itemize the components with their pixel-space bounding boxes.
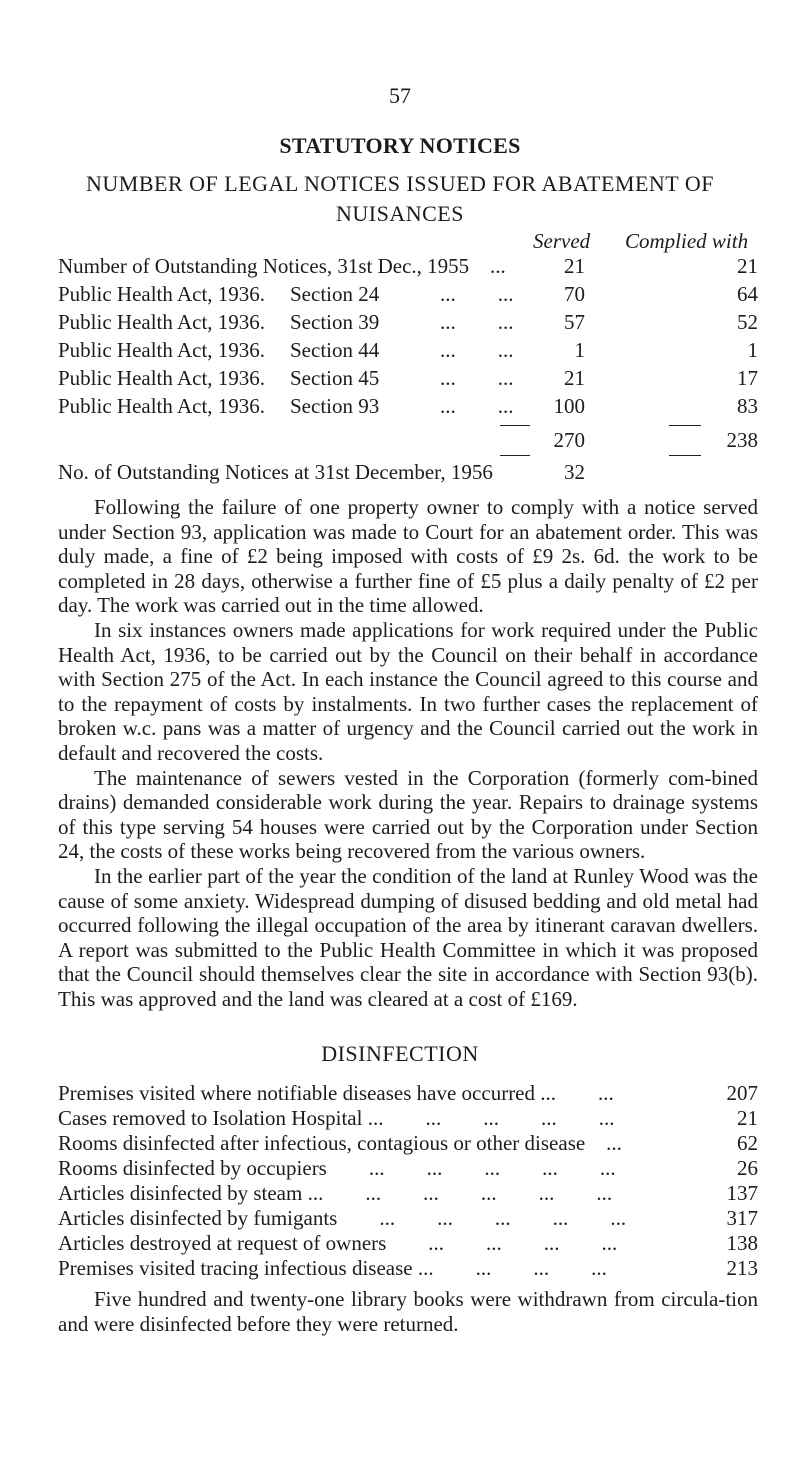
table-row [58, 338, 758, 366]
outstanding-row [58, 460, 758, 488]
page-title: STATUTORY NOTICES [279, 133, 521, 158]
item-label: Cases removed to Isolation Hospital ... ... ... ... ... [58, 1106, 615, 1130]
item-label: Articles disinfected by steam ... ... ... ... ... ... [58, 1181, 613, 1205]
totals-row [58, 428, 758, 456]
served-value: 1 [574, 338, 585, 362]
row-label: Public Health Act, 1936. [58, 338, 266, 362]
paragraph: Five hundred and twenty-one library books were withdrawn from circula-tion and were disinfected before they were returned. [58, 1287, 758, 1336]
body-text [58, 495, 758, 1011]
complied-value: 64 [737, 282, 758, 306]
list-item [58, 1156, 758, 1182]
row-section: Section 39 [290, 310, 380, 334]
list-item [58, 1106, 758, 1132]
served-value: 100 [553, 394, 585, 418]
column-header-served: Served [533, 229, 591, 253]
paragraph: In the earlier part of the year the condition of the land at Runley Wood was the cause of some anxiety. Widespread dumping of disused bedding and old metal had occurred following the illegal occupation of the area by itinerant caravan dwellers. A report was submitted to the Public Health Committee in which it was proposed that the Council should themselves clear the site in accordance with Section 93(b). This was approved and the land was cleared at a cost of £169. [58, 863, 758, 1011]
item-label: Premises visited tracing infectious disease ... ... ... ... [58, 1256, 607, 1280]
row-label: Public Health Act, 1936. [58, 310, 266, 334]
list-item [58, 1131, 758, 1157]
complied-value: 83 [737, 394, 758, 418]
row-label: Public Health Act, 1936. [58, 394, 266, 418]
row-dots: ... ... [440, 310, 514, 334]
item-value: 207 [726, 1081, 758, 1105]
disinfection-heading: DISINFECTION [321, 1041, 479, 1066]
item-value: 26 [737, 1156, 758, 1180]
row-dots: ... ... [440, 338, 514, 362]
list-item [58, 1081, 758, 1107]
row-label: Public Health Act, 1936. [58, 282, 266, 306]
total-rule-bottom-complied [669, 455, 701, 456]
served-value: 21 [564, 366, 585, 390]
row-label: Number of Outstanding Notices, 31st Dec., 1955 [58, 254, 470, 278]
item-label: Premises visited where notifiable diseases have occurred ... ... [58, 1081, 614, 1105]
complied-value: 1 [747, 338, 758, 362]
closing-text [58, 1287, 758, 1336]
column-header-complied: Complied with [625, 229, 749, 253]
item-label: Articles destroyed at request of owners ... ... ... ... [58, 1231, 618, 1255]
list-item [58, 1206, 758, 1232]
complied-value: 21 [737, 254, 758, 278]
row-dots: ... [490, 254, 506, 278]
total-rule-bottom-served [500, 455, 530, 456]
item-label: Rooms disinfected after infectious, contagious or other disease ... [58, 1131, 622, 1155]
section-heading-line2: NUISANCES [336, 201, 464, 226]
paragraph: The maintenance of sewers vested in the Corporation (formerly com-bined drains) demanded considerable work during the year. Repairs to drainage systems of this type serving 54 houses were carried out by the Corporation under Section 24, the costs of these works being recovered from the various owners. [58, 765, 758, 864]
paragraph: Following the failure of one property owner to comply with a notice served under Section 93, application was made to Court for an abatement order. This was duly made, a fine of £2 being imposed with costs of £9 2s. 6d. the work to be completed in 28 days, otherwise a further fine of £5 plus a daily penalty of £2 per day. The work was carried out in the time allowed. [58, 495, 758, 618]
page-number: 57 [389, 83, 411, 108]
total-rule-top-complied [669, 425, 701, 426]
served-value: 21 [564, 254, 585, 278]
row-section: Section 93 [290, 394, 380, 418]
served-value: 70 [564, 282, 585, 306]
table-row [58, 282, 758, 310]
item-value: 138 [726, 1231, 758, 1255]
item-value: 317 [726, 1206, 758, 1230]
list-item [58, 1256, 758, 1282]
row-dots: ... ... [440, 394, 514, 418]
item-label: Rooms disinfected by occupiers ... ... ... ... ... [58, 1156, 616, 1180]
section-heading-line1: NUMBER OF LEGAL NOTICES ISSUED FOR ABATEMENT OF [86, 171, 714, 196]
complied-value: 52 [737, 310, 758, 334]
list-item [58, 1181, 758, 1207]
item-value: 21 [737, 1106, 758, 1130]
list-item [58, 1231, 758, 1257]
outstanding-label: No. of Outstanding Notices at 31st December, 1956 [58, 460, 493, 484]
table-row [58, 394, 758, 422]
row-dots: ... ... [440, 366, 514, 390]
table-row [58, 366, 758, 394]
item-value: 213 [726, 1256, 758, 1280]
row-section: Section 45 [290, 366, 380, 390]
total-complied: 238 [726, 428, 758, 452]
outstanding-value: 32 [564, 460, 585, 484]
item-value: 62 [737, 1131, 758, 1155]
item-value: 137 [726, 1181, 758, 1205]
total-rule-top-served [500, 425, 530, 426]
row-dots: ... ... [440, 282, 514, 306]
served-value: 57 [564, 310, 585, 334]
table-row [58, 310, 758, 338]
item-label: Articles disinfected by fumigants ... ... ... ... ... [58, 1206, 627, 1230]
table-row [58, 254, 758, 282]
total-served: 270 [553, 428, 585, 452]
row-section: Section 24 [290, 282, 380, 306]
complied-value: 17 [737, 366, 758, 390]
row-label: Public Health Act, 1936. [58, 366, 266, 390]
paragraph: In six instances owners made applications for work required under the Public Health Act, 1936, to be carried out by the Council on their behalf in accordance with Section 275 of the Act. In each instance the Council agreed to this course and to the repayment of costs by instalments. In two further cases the replacement of broken w.c. pans was a matter of urgency and the Council carried out the work in default and recovered the costs. [58, 617, 758, 765]
row-section: Section 44 [290, 338, 380, 362]
